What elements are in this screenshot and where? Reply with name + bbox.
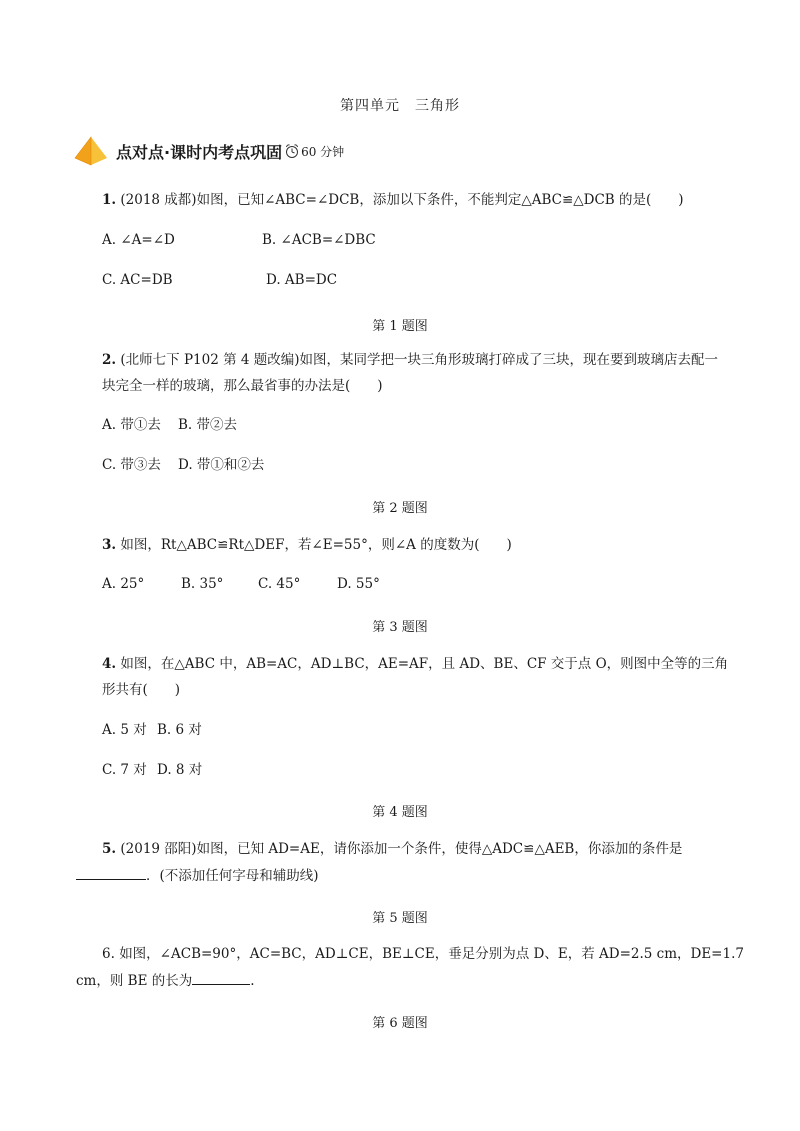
option-a: A. ∠A=∠D [102,232,175,248]
option-c: C. 带③去 [102,457,161,473]
duration-label: 60 分钟 [301,144,345,159]
section-title: 点对点·课时内考点巩固 [116,142,283,162]
figure-caption: 第 4 题图 [372,805,428,820]
figure-caption: 第 1 题图 [372,319,428,334]
question-number: 3. [102,537,117,553]
unit-title: 第四单元 三角形 [340,98,460,114]
question-4-text [102,656,728,674]
question-line-with-blank [76,972,255,991]
option-c: C. 45° [258,576,301,592]
question-1-text [102,192,684,210]
alarm-clock-icon [284,143,300,159]
figure-caption: 第 6 题图 [372,1016,428,1031]
option-a: A. 带①去 [102,417,161,433]
question-number: 2. [102,352,117,368]
question-line-with-blank [76,867,319,886]
option-c: C. AC=DB [102,272,173,288]
question-line: 如图，在△ABC 中，AB=AC，AD⊥BC，AE=AF，且 AD、BE、CF 交于点 O，则图中全等的三角 [120,656,729,672]
option-d: D. 8 对 [157,762,203,778]
question-line: . [250,973,255,989]
option-b: B. ∠ACB=∠DBC [262,232,376,248]
question-line: 如图，Rt△ABC≌Rt△DEF，若∠E=55°，则∠A 的度数为( ) [120,537,512,553]
answer-blank[interactable] [192,972,250,985]
question-2-text [102,352,718,370]
question-number: 6. [102,946,115,962]
figure-caption: 第 2 题图 [372,501,428,516]
figure-caption: 第 5 题图 [372,911,428,926]
option-d: D. AB=DC [266,272,338,288]
option-b: B. 35° [181,576,224,592]
option-d: D. 带①和②去 [178,457,265,473]
option-b: B. 6 对 [157,722,202,738]
question-line: 形共有( ) [102,682,181,698]
question-line: ．(不添加任何字母和辅助线) [146,868,319,884]
option-c: C. 7 对 [102,762,147,778]
question-line: (2018 成都)如图，已知∠ABC=∠DCB，添加以下条件，不能判定△ABC≌△DCB 的是( ) [120,192,684,208]
question-line: (2019 邵阳)如图，已知 AD=AE，请你添加一个条件，使得△ADC≌△AEB，你添加的条件是 [120,841,683,857]
option-a: A. 25° [102,576,145,592]
question-line: 块完全一样的玻璃，那么最省事的办法是( ) [102,378,383,394]
option-d: D. 55° [337,576,380,592]
option-a: A. 5 对 [102,722,147,738]
question-number: 4. [102,656,117,672]
question-6-text [102,946,744,964]
question-3-text [102,537,512,555]
question-number: 1. [102,192,117,208]
question-line: (北师七下 P102 第 4 题改编)如图，某同学把一块三角形玻璃打碎成了三块，现在要到玻璃店去配一 [120,352,719,368]
section-header [74,136,344,166]
question-5-text [102,841,682,859]
question-line: cm，则 BE 的长为 [76,973,193,989]
question-number: 5. [102,841,117,857]
option-b: B. 带②去 [178,417,238,433]
pyramid-icon [74,136,108,166]
figure-caption: 第 3 题图 [372,620,428,635]
answer-blank[interactable] [76,867,146,880]
question-line: 如图，∠ACB=90°，AC=BC，AD⊥CE，BE⊥CE，垂足分别为点 D、E，若 AD=2.5 cm，DE=1.7 [119,946,744,962]
